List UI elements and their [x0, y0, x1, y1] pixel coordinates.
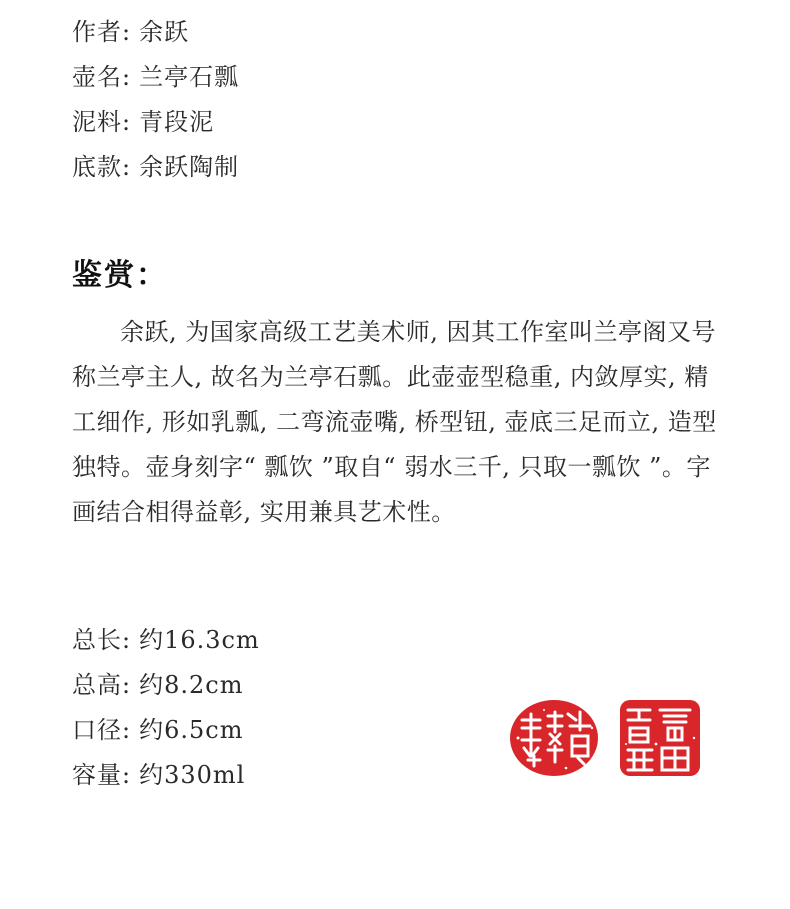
- info-value: 兰亭石瓢: [139, 63, 240, 91]
- spec-label: 总长: [72, 626, 122, 654]
- spec-list: [72, 618, 260, 798]
- spec-label: 容量: [72, 761, 122, 789]
- square-seal-graphic: [618, 698, 702, 778]
- info-separator: :: [122, 18, 132, 46]
- spec-value: 约8.2cm: [139, 671, 244, 699]
- spec-value: 约330ml: [139, 761, 246, 789]
- info-separator: :: [122, 153, 132, 181]
- info-separator: :: [122, 108, 132, 136]
- info-label: 作者: [72, 18, 122, 46]
- spec-separator: :: [122, 626, 132, 654]
- spec-value: 约6.5cm: [139, 716, 244, 744]
- info-label: 底款: [72, 153, 122, 181]
- round-seal-stamp: [508, 698, 600, 778]
- spec-separator: :: [122, 761, 132, 789]
- info-label: 壶名: [72, 63, 122, 91]
- spec-separator: :: [122, 671, 132, 699]
- spec-value: 约16.3cm: [139, 626, 260, 654]
- info-row-clay: [72, 100, 239, 145]
- spec-row-height: [72, 663, 260, 708]
- info-label: 泥料: [72, 108, 122, 136]
- info-row-pot-name: [72, 55, 239, 100]
- spec-separator: :: [122, 716, 132, 744]
- spec-label: 总高: [72, 671, 122, 699]
- spec-row-capacity: [72, 753, 260, 798]
- spec-row-length: [72, 618, 260, 663]
- appreciation-heading: 鉴赏：: [72, 258, 168, 293]
- spec-label: 口径: [72, 716, 122, 744]
- info-value: 余跃: [139, 18, 190, 46]
- spec-row-diameter: [72, 708, 260, 753]
- info-value: 余跃陶制: [139, 153, 240, 181]
- square-seal-stamp: [618, 698, 702, 778]
- info-row-base-mark: [72, 145, 239, 190]
- info-list: [72, 10, 239, 190]
- round-seal-graphic: [508, 698, 600, 778]
- info-value: 青段泥: [139, 108, 215, 136]
- info-row-author: [72, 10, 239, 55]
- info-separator: :: [122, 63, 132, 91]
- appreciation-body: 余跃, 为国家高级工艺美术师, 因其工作室叫兰亭阁又号称兰亭主人, 故名为兰亭石瓢。此壶壶型稳重, 内敛厚实, 精工细作, 形如乳瓢, 二弯流壶嘴, 桥型钮, 壶底三足而立, 造型独特。壶身刻字“ 瓢饮 ”取自“ 弱水三千, 只取一瓢饮 ”。字画结合相得益彰, 实用兼具艺术性。: [72, 318, 717, 526]
